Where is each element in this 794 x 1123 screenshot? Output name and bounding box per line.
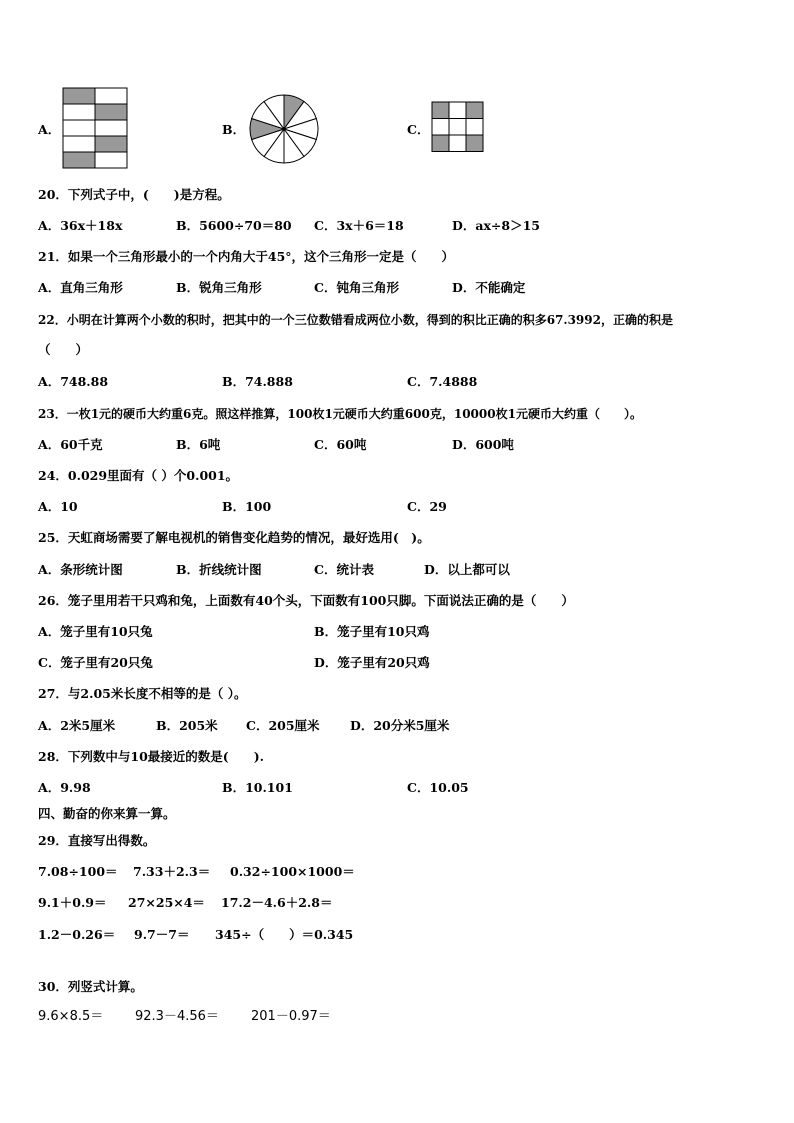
- q29-r1-c3: 0.32÷100×1000＝: [230, 864, 355, 879]
- q30-item-1: 9.6×8.5＝: [38, 1009, 104, 1024]
- q28-option-a: A．9.98: [38, 780, 91, 795]
- figure-a-label: A．: [38, 122, 61, 137]
- q26-option-a: A．笼子里有10只兔: [38, 624, 153, 639]
- q30-item-2: 92.3－4.56＝: [135, 1009, 219, 1024]
- figure-c-cell-1-2: [466, 119, 483, 136]
- figure-a-cell-4-1: [95, 152, 127, 168]
- figure-c-cell-0-0-shaded: [432, 102, 449, 119]
- q20-stem: 20．下列式子中，( )是方程。: [38, 187, 230, 202]
- q25-option-c: C．统计表: [314, 562, 374, 577]
- figure-a-cell-2-0: [63, 120, 95, 136]
- q22-option-c: C．7.4888: [407, 374, 478, 389]
- q29-r1-c1: 7.08÷100＝: [38, 864, 118, 879]
- q28-stem: 28．下列数中与10最接近的数是( ).: [38, 749, 264, 764]
- figure-a-cell-1-0: [63, 104, 95, 120]
- q21-stem: 21．如果一个三角形最小的一个内角大于45°，这个三角形一定是（ ）: [38, 249, 455, 264]
- q24-stem: 24．0.029里面有（ ）个0.001。: [38, 468, 239, 483]
- q23-option-a: A．60千克: [38, 437, 103, 452]
- q30-item-3: 201－0.97＝: [251, 1009, 331, 1024]
- q26-option-b: B．笼子里有10只鸡: [314, 624, 430, 639]
- q29-r3-c2: 9.7－7＝: [134, 927, 190, 942]
- figure-a-grid: [62, 87, 128, 169]
- q29-r3-c3: 345÷（ ）＝0.345: [215, 927, 354, 942]
- q21-option-a: A．直角三角形: [38, 280, 123, 295]
- q21-option-b: B．锐角三角形: [176, 280, 262, 295]
- figure-a-cell-2-1: [95, 120, 127, 136]
- q25-stem: 25．天虹商场需要了解电视机的销售变化趋势的情况，最好选用( )。: [38, 530, 430, 545]
- figure-c-cell-1-0: [432, 119, 449, 136]
- figure-a-cell-0-0-shaded: [63, 88, 95, 104]
- q22-option-a: A．748.88: [38, 374, 109, 389]
- q24-option-a: A．10: [38, 499, 78, 514]
- q27-option-d: D．20分米5厘米: [350, 718, 450, 733]
- q24-option-c: C．29: [407, 499, 447, 514]
- q23-option-b: B．6吨: [176, 437, 221, 452]
- q26-stem: 26．笼子里用若干只鸡和兔，上面数有40个头，下面数有100只脚。下面说法正确的是（ ）: [38, 593, 574, 608]
- figure-a-cell-3-1-shaded: [95, 136, 127, 152]
- q25-option-a: A．条形统计图: [38, 562, 123, 577]
- figure-a-cell-1-1-shaded: [95, 104, 127, 120]
- q29-r2-c2: 27×25×4＝: [128, 895, 205, 910]
- figure-c-cell-0-1: [449, 102, 466, 119]
- figure-c-cell-1-1: [449, 119, 466, 136]
- figure-c-cell-0-2-shaded: [466, 102, 483, 119]
- q20-option-d: D．ax÷8＞15: [452, 218, 540, 233]
- q29-r3-c1: 1.2－0.26＝: [38, 927, 116, 942]
- q24-option-b: B．100: [222, 499, 272, 514]
- q26-option-d: D．笼子里有20只鸡: [314, 655, 430, 670]
- figure-c-cell-2-0-shaded: [432, 135, 449, 152]
- q27-option-b: B．205米: [156, 718, 218, 733]
- q29-r2-c1: 9.1＋0.9＝: [38, 895, 107, 910]
- q25-option-d: D．以上都可以: [424, 562, 510, 577]
- q23-option-c: C．60吨: [314, 437, 367, 452]
- q20-option-b: B．5600÷70＝80: [176, 218, 292, 233]
- q20-option-a: A．36x＋18x: [38, 218, 123, 233]
- q27-option-a: A．2米5厘米: [38, 718, 116, 733]
- q27-option-c: C．205厘米: [246, 718, 320, 733]
- q22-stem: 22．小明在计算两个小数的积时，把其中的一个三位数错看成两位小数，得到的积比正确的积多67.3992，正确的积是: [38, 313, 673, 327]
- q23-stem: 23．一枚1元的硬币大约重6克。照这样推算，100枚1元硬币大约重600克，10000枚1元硬币大约重（ ）。: [38, 407, 642, 421]
- q30-stem: 30．列竖式计算。: [38, 979, 143, 994]
- figure-c-grid: [431, 101, 485, 153]
- figure-b-label: B．: [222, 122, 246, 137]
- figure-c-label: C．: [407, 122, 430, 137]
- q22-option-b: B．74.888: [222, 374, 293, 389]
- figure-c-cell-2-1: [449, 135, 466, 152]
- q22-stem-blank: （ ）: [38, 342, 89, 357]
- q23-option-d: D．600吨: [452, 437, 514, 452]
- q29-r1-c2: 7.33＋2.3＝: [133, 864, 211, 879]
- q29-r2-c3: 17.2－4.6＋2.8＝: [221, 895, 333, 910]
- q29-stem: 29．直接写出得数。: [38, 833, 156, 848]
- q27-stem: 27．与2.05米长度不相等的是（ ）。: [38, 686, 247, 701]
- q28-option-c: C．10.05: [407, 780, 469, 795]
- figure-a-cell-4-0-shaded: [63, 152, 95, 168]
- figure-a-cell-3-0: [63, 136, 95, 152]
- figure-b-pie: [248, 93, 320, 165]
- figure-c-cell-2-2-shaded: [466, 135, 483, 152]
- section-4-title: 四、勤奋的你来算一算。: [38, 806, 176, 821]
- q26-option-c: C．笼子里有20只兔: [38, 655, 153, 670]
- q21-option-d: D．不能确定: [452, 280, 526, 295]
- figure-a-cell-0-1: [95, 88, 127, 104]
- q25-option-b: B．折线统计图: [176, 562, 262, 577]
- q20-option-c: C．3x＋6＝18: [314, 218, 404, 233]
- q21-option-c: C．钝角三角形: [314, 280, 399, 295]
- q28-option-b: B．10.101: [222, 780, 293, 795]
